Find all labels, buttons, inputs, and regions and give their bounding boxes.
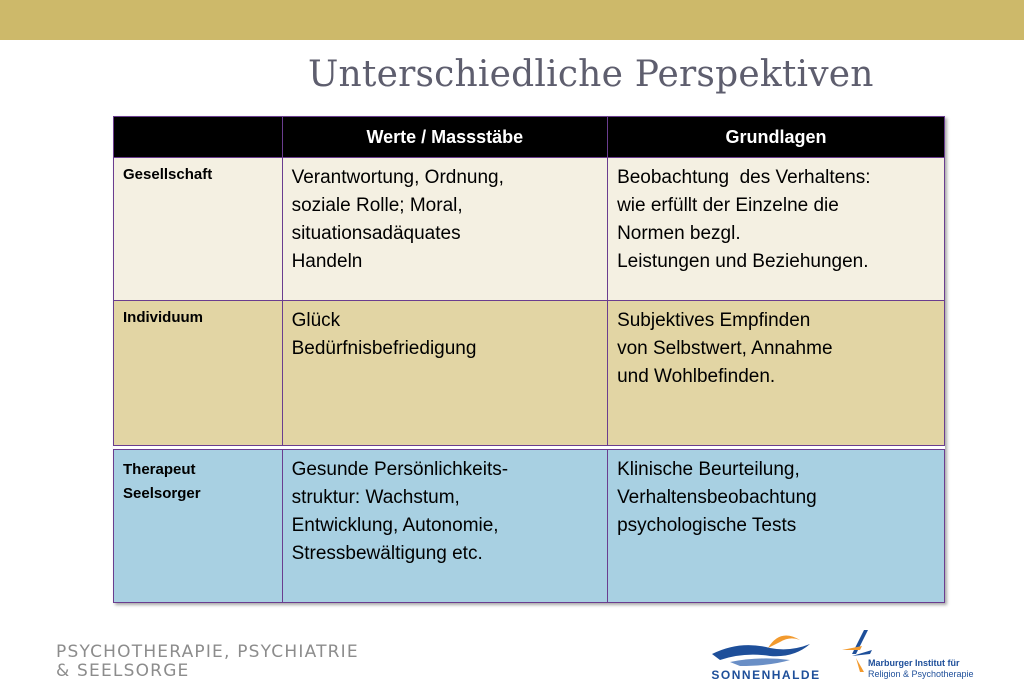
row-label-therapeut xyxy=(113,450,283,603)
table-row xyxy=(113,450,945,603)
top-accent-bar xyxy=(0,0,1024,40)
cell-line: Verantwortung, Ordnung, xyxy=(291,167,504,188)
footer-line: PSYCHOTHERAPIE, PSYCHIATRIE xyxy=(56,642,359,662)
cell-grundlagen-gesellschaft xyxy=(608,158,945,301)
cell-line: von Selbstwert, Annahme xyxy=(617,338,833,359)
footer-text xyxy=(56,643,359,681)
marburg-name: Marburger Institut für xyxy=(868,658,960,668)
cell-line: Entwicklung, Autonomie, xyxy=(291,515,499,536)
perspectives-table xyxy=(113,116,945,603)
row-label-individuum xyxy=(113,301,283,446)
slide-title: Unterschiedliche Perspektiven xyxy=(308,54,874,95)
marburg-logo xyxy=(842,628,972,684)
cell-line: Klinische Beurteilung, xyxy=(617,459,800,480)
row-label-line: Seelsorger xyxy=(123,485,201,502)
cell-grundlagen-therapeut xyxy=(608,450,945,603)
sonnenhalde-wave-icon xyxy=(710,626,822,668)
cell-line: Subjektives Empfinden xyxy=(617,310,811,331)
cell-line: struktur: Wachstum, xyxy=(291,487,460,508)
cell-werte-individuum xyxy=(283,301,608,446)
row-label-gesellschaft xyxy=(113,158,283,301)
cell-line: Stressbewältigung etc. xyxy=(291,543,483,564)
footer-line: & SEELSORGE xyxy=(56,661,190,681)
cell-line: Beobachtung des Verhaltens: xyxy=(617,167,871,188)
header-cell-werte: Werte / Massstäbe xyxy=(283,116,608,158)
sonnenhalde-logo xyxy=(710,626,822,686)
cell-line: wie erfüllt der Einzelne die xyxy=(617,195,839,216)
cell-line: psychologische Tests xyxy=(617,515,797,536)
header-cell-empty xyxy=(113,116,283,158)
table-row xyxy=(113,158,945,301)
cell-line: Leistungen und Beziehungen. xyxy=(617,251,869,272)
row-label-line: Gesellschaft xyxy=(123,166,213,183)
cell-line: Bedürfnisbefriedigung xyxy=(291,338,477,359)
cell-line: Verhaltensbeobachtung xyxy=(617,487,817,508)
row-label-line: Therapeut xyxy=(123,461,196,478)
cell-line: Normen bezgl. xyxy=(617,223,741,244)
cell-werte-gesellschaft xyxy=(283,158,608,301)
cell-line: Glück xyxy=(291,310,341,331)
cell-grundlagen-individuum xyxy=(608,301,945,446)
cell-line: soziale Rolle; Moral, xyxy=(291,195,463,216)
cell-line: und Wohlbefinden. xyxy=(617,366,776,387)
cell-werte-therapeut xyxy=(283,450,608,603)
table-header-row xyxy=(113,116,945,158)
header-cell-grundlagen: Grundlagen xyxy=(608,116,945,158)
cell-line: Handeln xyxy=(291,251,363,272)
cell-line: situationsadäquates xyxy=(291,223,461,244)
marburg-subtitle: Religion & Psychotherapie xyxy=(868,669,974,679)
table-row xyxy=(113,301,945,446)
sonnenhalde-wordmark: SONNENHALDE xyxy=(711,668,821,682)
row-label-line: Individuum xyxy=(123,309,203,326)
cell-line: Gesunde Persönlichkeits- xyxy=(291,459,509,480)
